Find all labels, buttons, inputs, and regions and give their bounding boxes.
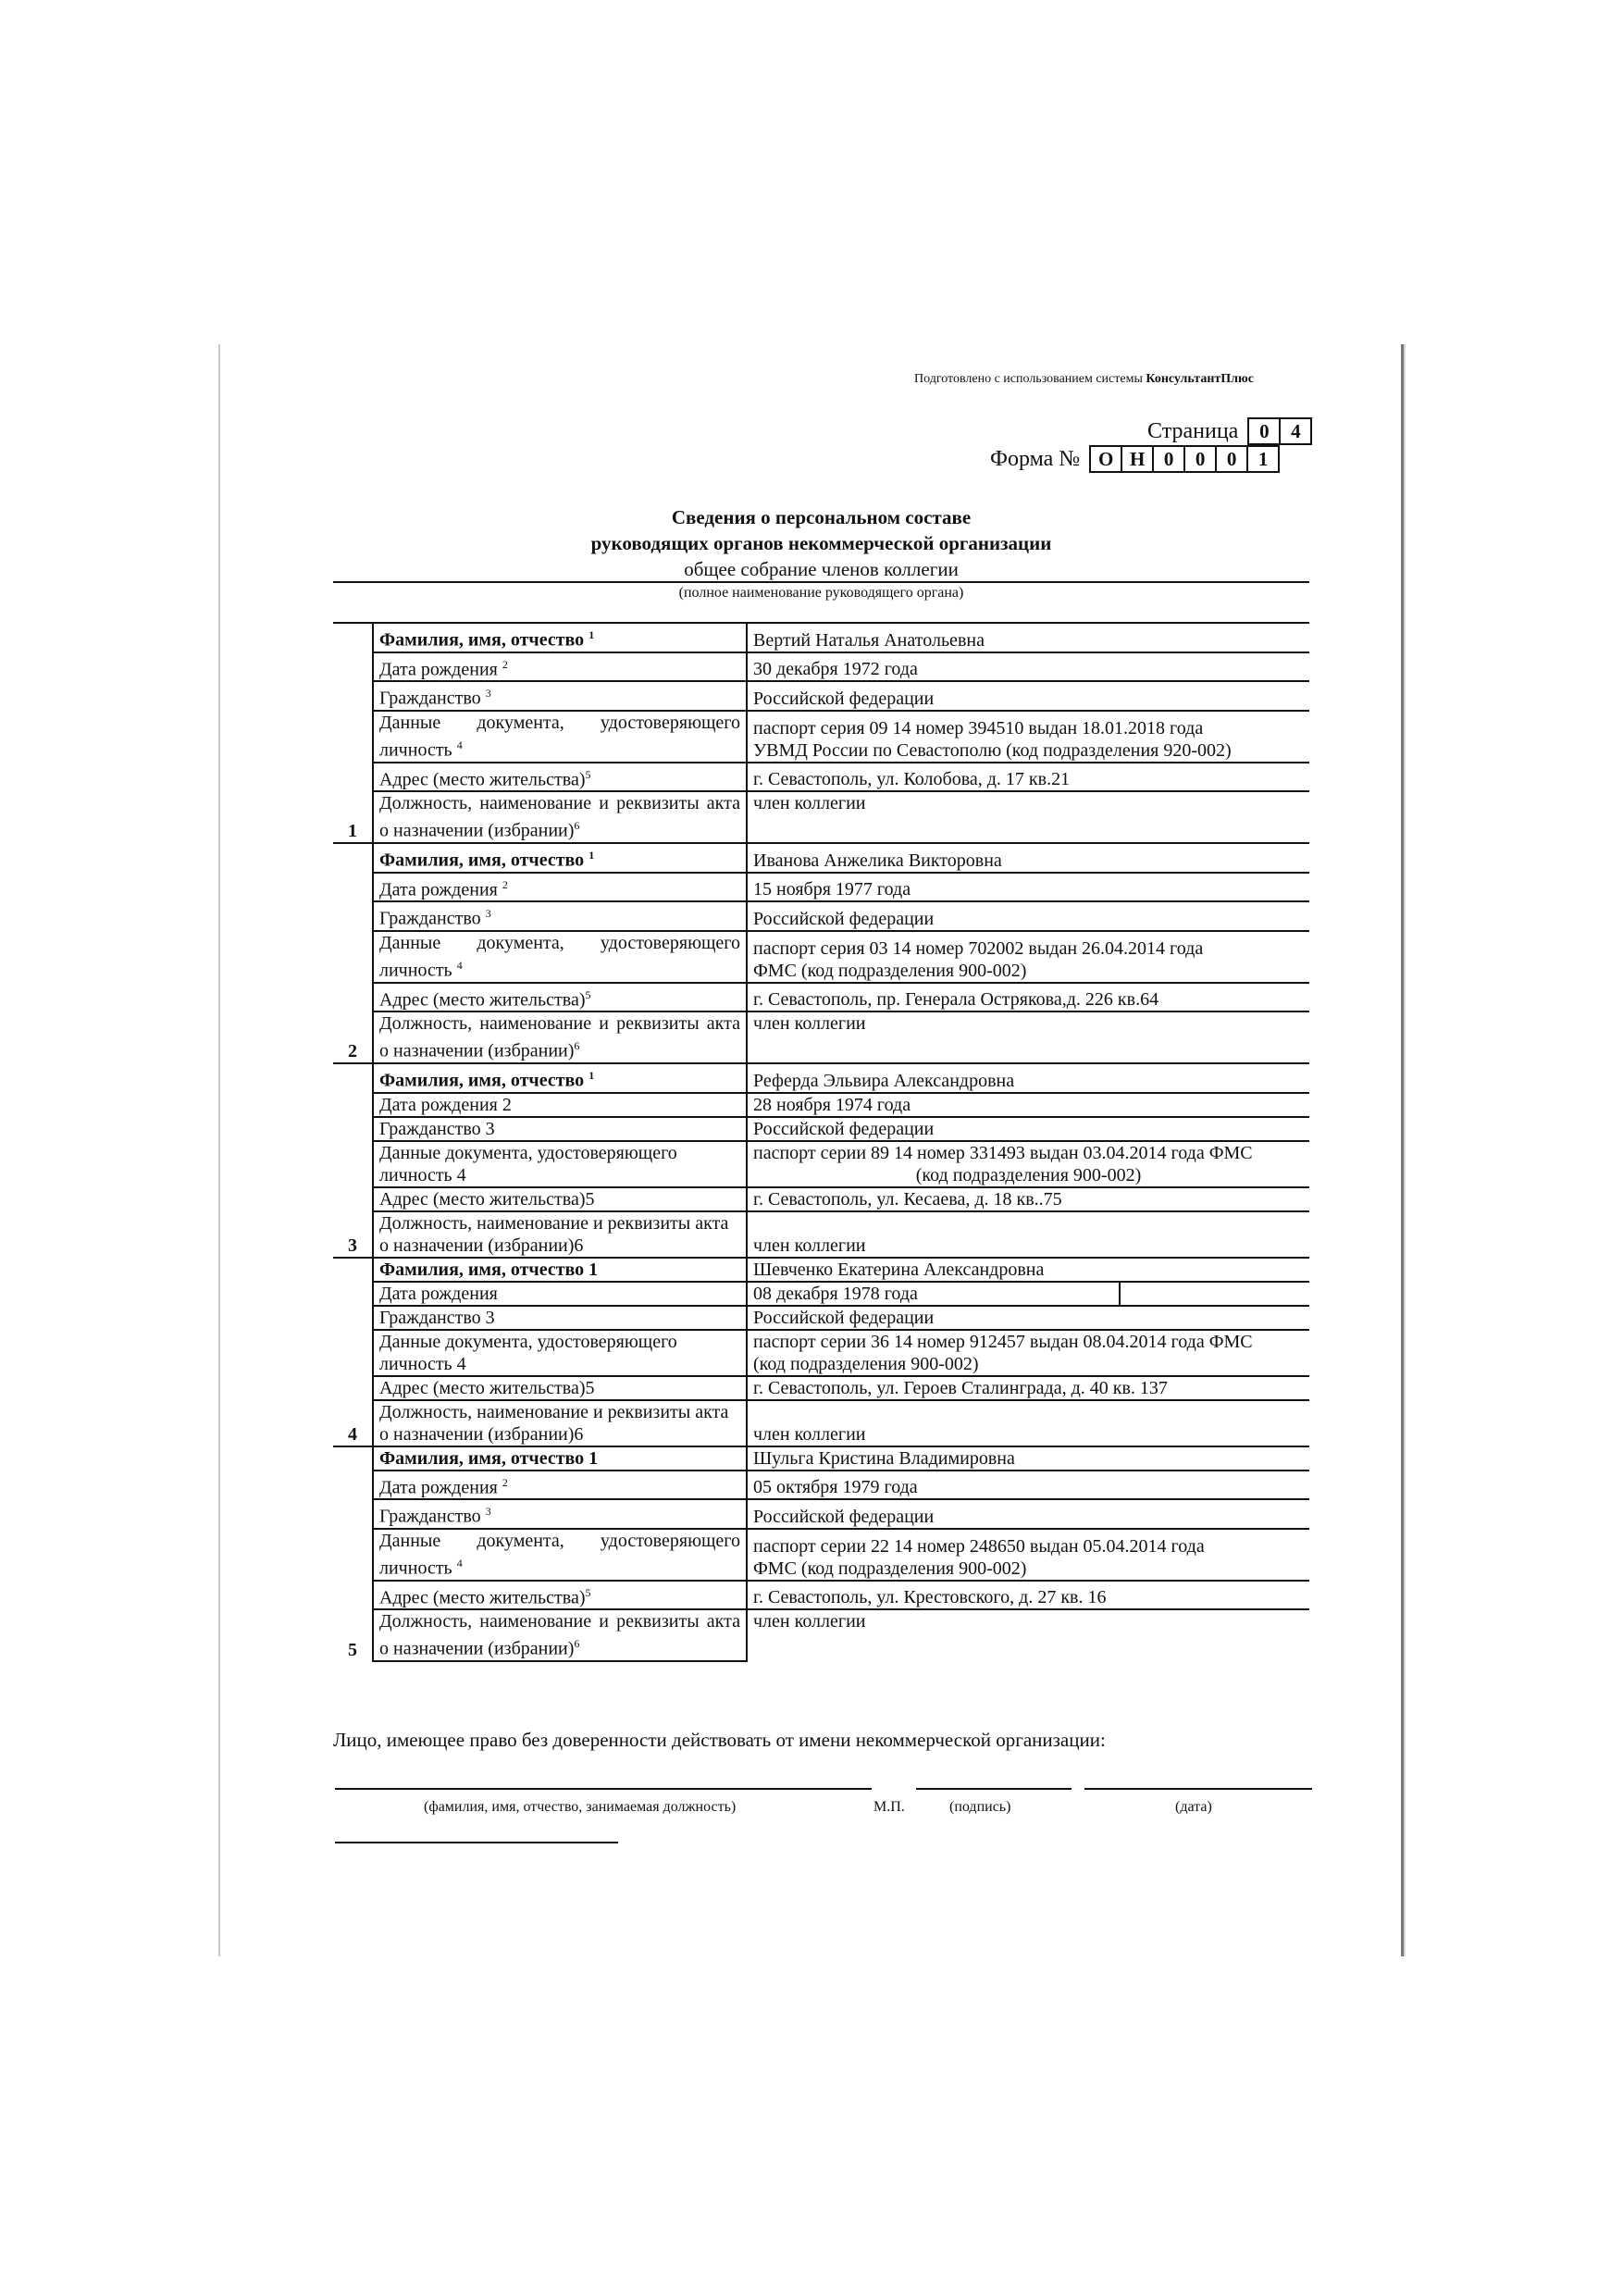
position-value: член коллегии [753,1611,866,1632]
person-number: 3 [333,1063,373,1258]
document-label: Данные документа, удостоверяющего личность 4 [373,1141,747,1187]
position-label: Должность, наименование и реквизиты акта о назначении (избрании)$^6$ [373,1609,747,1661]
document-label: Данные документа, удостоверяющего личность 4 [373,1330,747,1376]
signature-hint: (подпись) [949,1799,1011,1815]
document-value: паспорт серии 36 14 номер 912457 выдан 08.04.2014 года ФМС (код подразделения 900-002) [747,1330,1309,1376]
date-hint: (дата) [1175,1799,1212,1815]
form-number-box [990,445,1280,473]
address-value: г. Севастополь, ул. Крестовского, д. 27 кв. 16 [747,1581,1309,1610]
person-row-name [333,1063,1309,1093]
position-label: Должность, наименование и реквизиты акта о назначении (избрании)6 [373,1400,747,1446]
title-line-1: Сведения о персональном составе [671,506,972,528]
citizenship-value: Российской федерации [747,1117,1309,1141]
fio-label: Фамилия, имя, отчество $^1$ [373,623,747,652]
address-label: Адрес (место жительства)5 [373,1187,747,1211]
person-row-document [333,711,1309,763]
person-row-address [333,1187,1309,1211]
position-label: Должность, наименование и реквизиты акта о назначении (избрании)$^6$ [373,791,747,843]
members-table [333,622,1309,1662]
form-digit: 0 [1183,447,1215,471]
fio-value: Реферда Эльвира Александровна [747,1063,1309,1093]
prepared-with-note [914,372,1254,387]
document-label: Данные документа, удостоверяющего личность $^4$ [373,711,747,763]
person-row-dob [333,652,1309,682]
position-value: член коллегии [747,1011,1309,1063]
fio-label: Фамилия, имя, отчество $^1$ [373,1063,747,1093]
page-digit: 0 [1259,420,1270,442]
person-row-position [333,791,1309,843]
dob-label: Дата рождения [373,1282,747,1306]
form-digit: 1 [1246,447,1278,471]
person-row-name [333,1258,1309,1282]
citizenship-value: Российской федерации [747,1306,1309,1330]
dob-value: 08 декабря 1978 года [747,1282,1309,1306]
person-row-address [333,1581,1309,1610]
page-label: Страница [1147,418,1239,443]
address-value: г. Севастополь, ул. Колобова, д. 17 кв.21 [747,763,1309,792]
citizenship-value: Российской федерации [747,1499,1309,1529]
fio-value: Шульга Кристина Владимировна [747,1446,1309,1471]
citizenship-value: Российской федерации [747,681,1309,711]
person-row-name [333,1446,1309,1471]
form-digit: О [1098,448,1114,470]
person-row-address [333,763,1309,792]
dob-label: Дата рождения 2 [373,1093,747,1117]
person-number: 4 [333,1258,373,1446]
position-value: член коллегии [747,1211,1309,1258]
dob-value: 28 ноября 1974 года [747,1093,1309,1117]
governing-body-hint: (полное наименование руководящего органа) [678,585,964,601]
person-row-document [333,1141,1309,1187]
person-row-citizenship [333,901,1309,931]
governing-body-name: общее собрание членов коллегии [333,557,1309,583]
page-digit: 4 [1279,419,1310,443]
position-value: член коллегии [747,791,1309,843]
dob-value: 15 ноября 1977 года [747,873,1309,902]
person-row-citizenship [333,1499,1309,1529]
person-row-document [333,1529,1309,1581]
address-label: Адрес (место жительства)$^5$ [373,1581,747,1610]
address-value: г. Севастополь, ул. Героев Сталинграда, д. 40 кв. 137 [747,1376,1309,1400]
person-row-document [333,931,1309,983]
fio-value: Шевченко Екатерина Александровна [747,1258,1309,1282]
citizenship-label: Гражданство $^3$ [373,901,747,931]
dob-label: Дата рождения $^2$ [373,1471,747,1500]
prepared-brand: КонсультантПлюс [1146,372,1254,386]
person-row-dob [333,1471,1309,1500]
person-row-position [333,1400,1309,1446]
person-row-address [333,1376,1309,1400]
person-row-position [333,1011,1309,1063]
fio-label: Фамилия, имя, отчество 1 [373,1446,747,1471]
document-label: Данные документа, удостоверяющего личность $^4$ [373,931,747,983]
person-row-position [333,1211,1309,1258]
document-label: Данные документа, удостоверяющего личность $^4$ [373,1529,747,1581]
person-row-citizenship [333,1117,1309,1141]
fio-value: Иванова Анжелика Викторовна [747,843,1309,873]
person-row-citizenship [333,1306,1309,1330]
fio-label: Фамилия, имя, отчество 1 [373,1258,747,1282]
address-value: г. Севастополь, пр. Генерала Острякова,д. 226 кв.64 [747,983,1309,1012]
position-label: Должность, наименование и реквизиты акта о назначении (избрании)6 [373,1211,747,1258]
form-digit: 0 [1215,447,1246,471]
address-label: Адрес (место жительства)$^5$ [373,983,747,1012]
dob-label: Дата рождения $^2$ [373,873,747,902]
name-position-line [335,1788,872,1790]
dob-label: Дата рождения $^2$ [373,652,747,682]
name-position-hint: (фамилия, имя, отчество, занимаемая должность) [424,1799,737,1815]
document-value: паспорт серии 22 14 номер 248650 выдан 05.04.2014 года ФМС (код подразделения 900-002) [747,1529,1309,1581]
stamp-hint: М.П. [873,1799,905,1815]
person-row-address [333,983,1309,1012]
person-row-dob [333,1282,1309,1306]
position-label: Должность, наименование и реквизиты акта о назначении (избрании)$^6$ [373,1011,747,1063]
person-row-name [333,623,1309,652]
citizenship-value: Российской федерации [747,901,1309,931]
page-number-box [1147,417,1312,445]
title-line-2: руководящих органов некоммерческой организации [590,532,1052,554]
person-row-document [333,1330,1309,1376]
address-label: Адрес (место жительства)5 [373,1376,747,1400]
person-row-dob [333,873,1309,902]
authorized-person-statement: Лицо, имеющее право без доверенности действовать от имени некоммерческой организации: [333,1729,1106,1751]
fio-value: Вертий Наталья Анатольевна [747,623,1309,652]
person-number: 5 [333,1446,373,1661]
person-row-position [333,1609,1309,1661]
form-label: Форма № [990,446,1081,471]
person-row-citizenship [333,681,1309,711]
prepared-prefix: Подготовлено с использованием системы [914,372,1146,386]
document-value: паспорт серия 03 14 номер 702002 выдан 26.04.2014 года ФМС (код подразделения 900-002) [747,931,1309,983]
dob-value: 30 декабря 1972 года [747,652,1309,682]
person-number: 2 [333,843,373,1063]
form-digit: 0 [1152,447,1183,471]
date-line [1084,1788,1312,1790]
document-title [333,504,1309,556]
person-row-name [333,843,1309,873]
person-number: 1 [333,623,373,843]
citizenship-label: Гражданство $^3$ [373,1499,747,1529]
document-value: паспорт серии 89 14 номер 331493 выдан 03.04.2014 года ФМС (код подразделения 900-002) [747,1141,1309,1187]
dob-value: 05 октября 1979 года [747,1471,1309,1500]
form-digit: Н [1121,447,1152,471]
signature-line [916,1788,1072,1790]
fio-label: Фамилия, имя, отчество $^1$ [373,843,747,873]
person-row-dob [333,1093,1309,1117]
citizenship-label: Гражданство 3 [373,1306,747,1330]
citizenship-label: Гражданство $^3$ [373,681,747,711]
citizenship-label: Гражданство 3 [373,1117,747,1141]
document-value: паспорт серия 09 14 номер 394510 выдан 18.01.2018 года УВМД России по Севастополю (код подразделения 920-002) [747,711,1309,763]
position-value: член коллегии [747,1400,1309,1446]
address-label: Адрес (место жительства)$^5$ [373,763,747,792]
address-value: г. Севастополь, ул. Кесаева, д. 18 кв..75 [747,1187,1309,1211]
extra-line [335,1842,618,1843]
